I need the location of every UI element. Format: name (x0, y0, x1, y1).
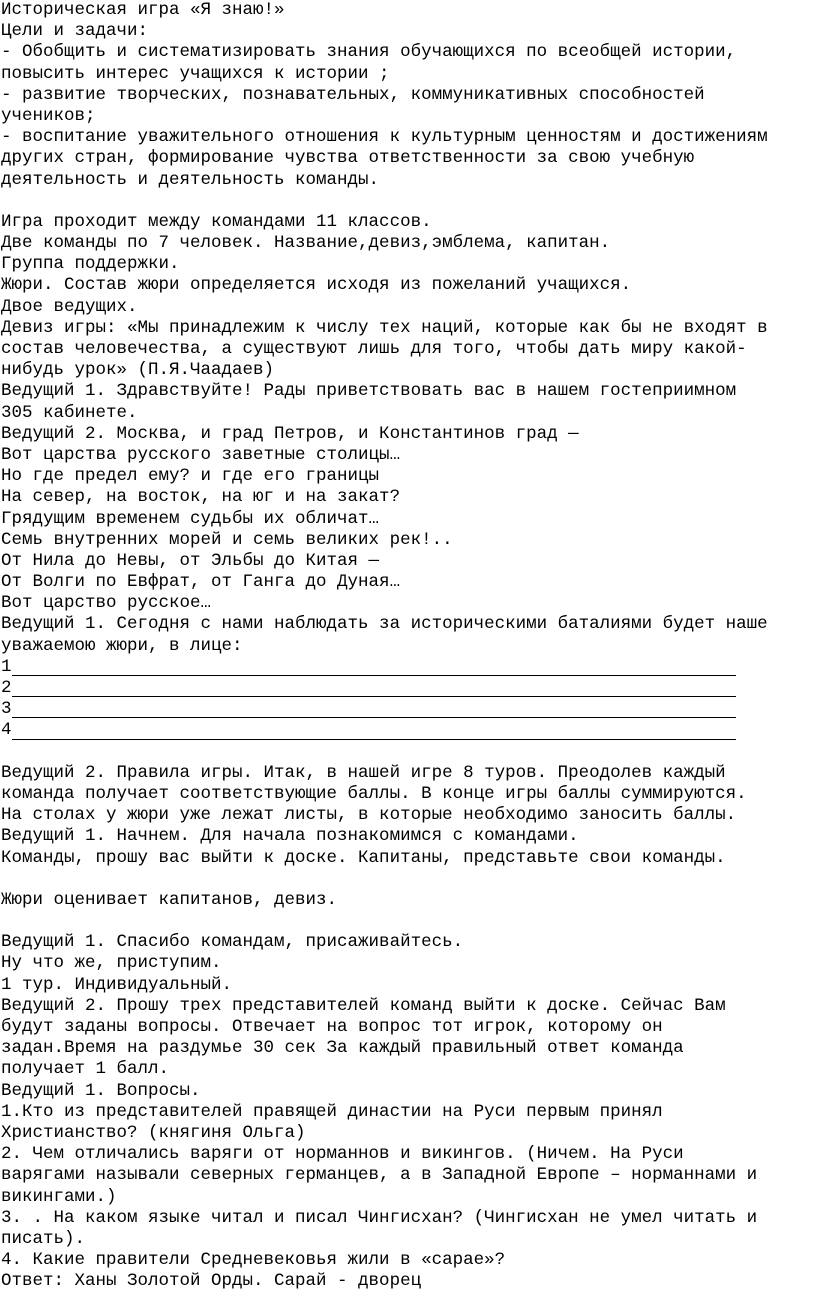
host-line: 305 кабинете. (1, 402, 138, 423)
question-line: Христианство? (княгиня Ольга) (1, 1122, 306, 1143)
jury-slot-underline (12, 674, 736, 676)
answer-line: Ответ: Ханы Золотой Орды. Сарай - дворец (1, 1271, 422, 1292)
jury-slot[interactable] (1, 678, 736, 699)
setup-line: Жюри. Состав жюри определяется исходя из пожеланий учащихся. (1, 275, 632, 296)
goals-line: - развитие творческих, познавательных, коммуникативных способностей (1, 84, 705, 105)
setup-line: Группа поддержки. (1, 254, 180, 275)
jury-note: Жюри оценивает капитанов, девиз. (1, 889, 338, 910)
round1-line: получает 1 балл. (1, 1059, 170, 1080)
host-line: Ведущий 1. Здравствуйте! Рады приветствовать вас в нашем гостеприимном (1, 381, 737, 402)
setup-line: Две команды по 7 человек. Название,девиз,эмблема, капитан. (1, 233, 611, 254)
poem-line: От Волги по Евфрат, от Ганга до Дуная… (1, 572, 401, 593)
document-page (1, 0, 815, 1292)
round1-line: Ну что же, приступим. (1, 953, 222, 974)
goals-section (1, 21, 815, 191)
jury-slot-number: 1 (1, 656, 12, 677)
goals-line: деятельность и деятельность команды. (1, 169, 380, 190)
question-line: варягами называли северных германцев, а в Западной Европе – норманнами и (1, 1165, 758, 1186)
jury-slot[interactable] (1, 720, 736, 741)
round1-line: будут заданы вопросы. Отвечает на вопрос тот игрок, которому он (1, 1017, 663, 1037)
goals-line: учеников; (1, 105, 96, 126)
goals-line: повысить интерес учащихся к истории ; (1, 63, 390, 84)
poem-line: Семь внутренних морей и семь великих рек!.. (1, 529, 453, 550)
jury-slot-number: 3 (1, 699, 12, 720)
round1-line: задан.Время на раздумье 30 сек За каждый правильный ответ команда (1, 1038, 684, 1059)
rules-line: Команды, прошу вас выйти к доске. Капитаны, представьте свои команды. (1, 847, 726, 868)
rules-line: Ведущий 1. Начнем. Для начала познакомимся с командами. (1, 826, 579, 847)
motto-line: Девиз игры: «Мы принадлежим к числу тех наций, которые как бы не входят в (1, 317, 768, 338)
poem-line: Ведущий 2. Москва, и град Петров, и Константинов град — (1, 423, 579, 444)
poem-line: Вот царства русского заветные столицы… (1, 444, 401, 465)
question-line: 2. Чем отличались варяги от норманнов и викингов. (Ничем. На Руси (1, 1144, 684, 1165)
round1-line: Ведущий 1. Спасибо командам, присаживайтесь. (1, 932, 464, 953)
poem-line: Но где предел ему? и где его границы (1, 466, 380, 487)
poem-line: Грядущим временем судьбы их обличат… (1, 508, 380, 529)
document-title: Историческая игра «Я знаю!» (1, 0, 285, 20)
jury-list (1, 657, 815, 742)
round1-heading: 1 тур. Индивидуальный. (1, 974, 233, 995)
setup-line: Двое ведущих. (1, 296, 138, 317)
goals-line: - Обобщить и систематизировать знания обучающихся по всеобщей истории, (1, 42, 737, 63)
question-line: викингами.) (1, 1186, 117, 1207)
blank-line (1, 191, 815, 212)
motto-line: нибудь урок» (П.Я.Чаадаев) (1, 360, 275, 381)
rules-line: команда получает соответствующие баллы. В конце игры баллы суммируются. (1, 783, 747, 804)
round1-line: Ведущий 2. Прошу трех представителей команд выйти к доске. Сейчас Вам (1, 995, 726, 1016)
goals-heading: Цели и задачи: (1, 21, 149, 42)
setup-section (1, 212, 815, 657)
host-line: Ведущий 1. Сегодня с нами наблюдать за историческими баталиями будет наше (1, 614, 768, 635)
blank-line (1, 911, 815, 932)
blank-line (1, 742, 815, 763)
jury-slot[interactable] (1, 657, 736, 678)
question-line: писать). (1, 1228, 86, 1249)
poem-line: На север, на восток, на юг и на закат? (1, 487, 401, 508)
question-line: 4. Какие правители Средневековья жили в «сарае»? (1, 1250, 506, 1271)
blank-line (1, 869, 815, 890)
host-line: уважаемою жюри, в лице: (1, 635, 243, 656)
motto-line: состав человечества, а существуют лишь для того, чтобы дать миру какой- (1, 339, 747, 359)
goals-line: других стран, формирование чувства ответственности за свою учебную (1, 148, 695, 169)
poem-line: Вот царство русское… (1, 593, 212, 614)
jury-slot-number: 4 (1, 720, 12, 741)
rules-line: Ведущий 2. Правила игры. Итак, в нашей игре 8 туров. Преодолев каждый (1, 762, 726, 783)
jury-slot-number: 2 (1, 677, 12, 698)
jury-slot-underline (12, 738, 736, 740)
question-line: 3. . На каком языке читал и писал Чингисхан? (Чингисхан не умел читать и (1, 1207, 758, 1228)
round1-section (1, 932, 815, 1292)
setup-line: Игра проходит между командами 11 классов. (1, 211, 432, 232)
question-line: 1.Кто из представителей правящей династии на Руси первым принял (1, 1101, 663, 1122)
rules-section (1, 763, 815, 869)
jury-slot[interactable] (1, 699, 736, 720)
poem-line: От Нила до Невы, от Эльбы до Китая — (1, 550, 380, 571)
round1-line: Ведущий 1. Вопросы. (1, 1080, 201, 1101)
jury-slot-underline (12, 716, 736, 718)
rules-line: На столах у жюри уже лежат листы, в которые необходимо заносить баллы. (1, 805, 737, 826)
goals-line: - воспитание уважительного отношения к культурным ценностям и достижениям (1, 127, 768, 148)
jury-slot-underline (12, 695, 736, 697)
